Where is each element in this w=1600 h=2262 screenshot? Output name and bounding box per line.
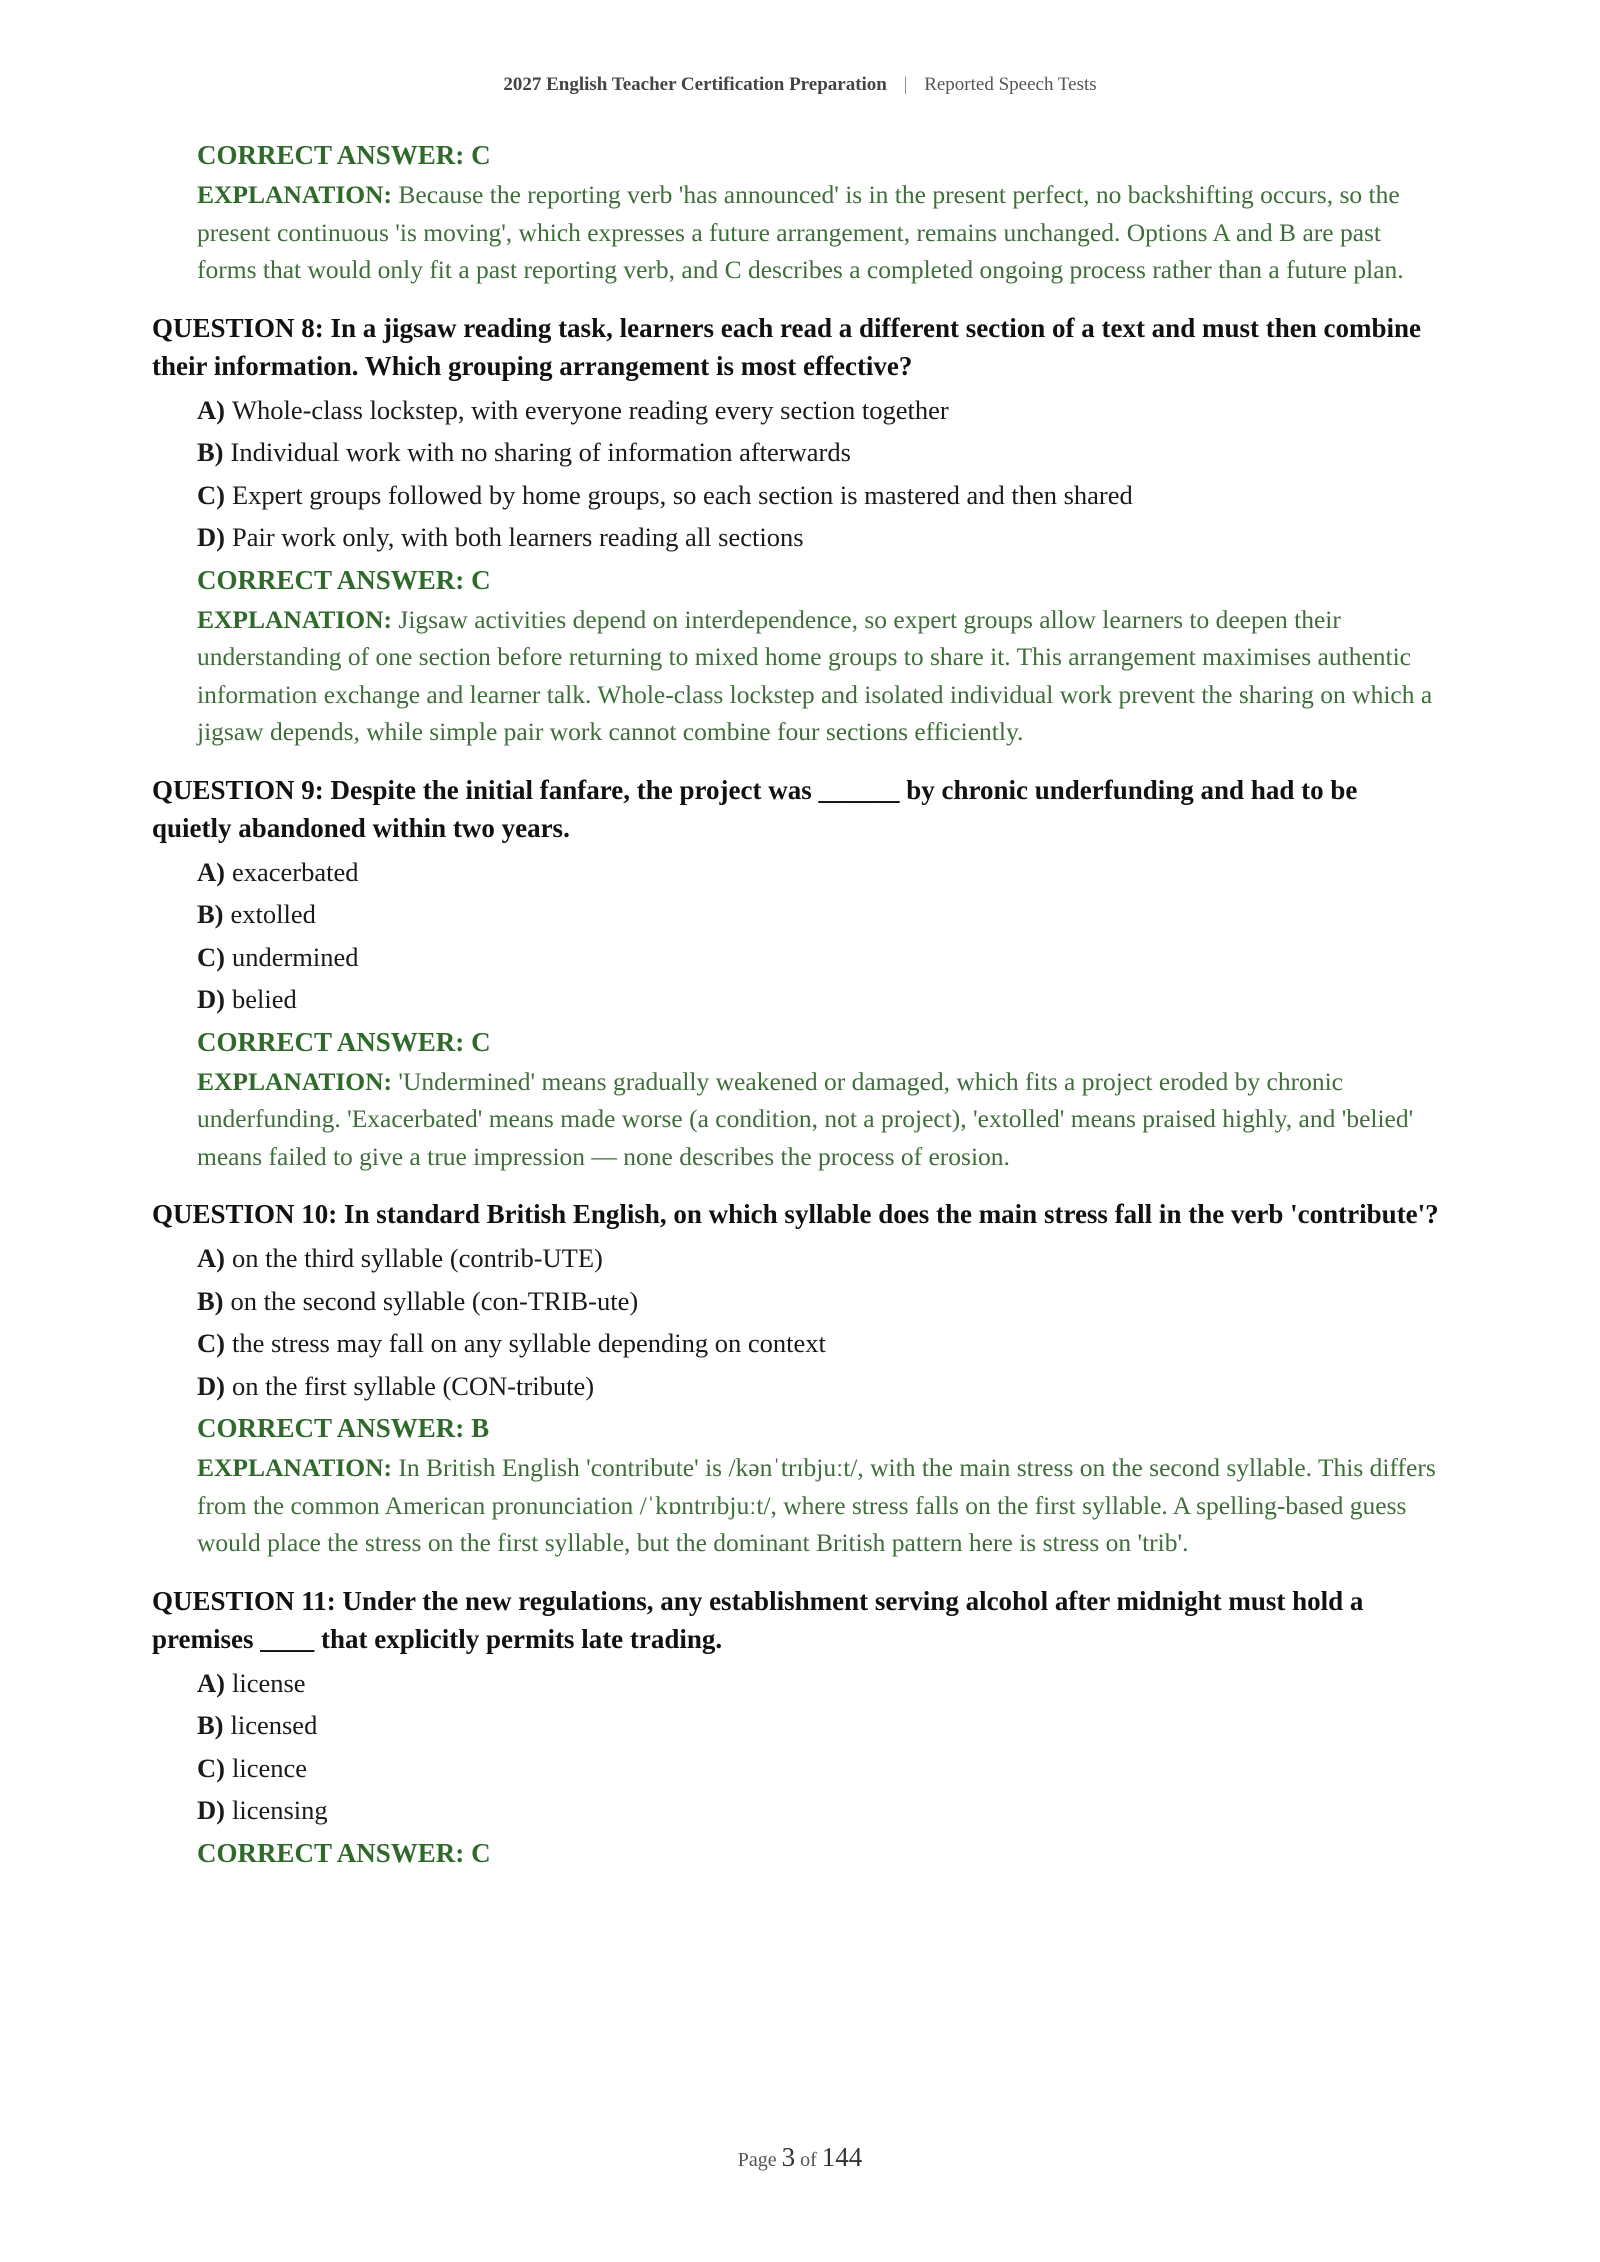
option-letter: D) (197, 1370, 225, 1401)
option-letter: A) (197, 1243, 225, 1273)
option-text: on the third syllable (contrib-UTE) (231, 1243, 603, 1273)
option-c[interactable] (197, 474, 1442, 517)
option-text: belied (231, 984, 297, 1014)
option-d[interactable] (197, 1365, 1442, 1408)
option-text: on the second syllable (con-TRIB-ute) (230, 1285, 639, 1316)
option-text: extolled (230, 899, 316, 929)
option-a[interactable] (197, 851, 1442, 894)
option-text: licence (231, 1752, 307, 1783)
option-d[interactable] (197, 516, 1442, 559)
option-text: Whole-class lockstep, with everyone reading every section together (231, 394, 949, 425)
page-number: 3 (781, 2142, 796, 2172)
option-b[interactable] (197, 893, 1442, 936)
section-title: Reported Speech Tests (924, 74, 1097, 95)
correct-answer-label: CORRECT ANSWER: (197, 1837, 465, 1868)
correct-answer-label: CORRECT ANSWER: (197, 140, 465, 170)
option-text: licensing (231, 1795, 328, 1825)
correct-answer-letter: C (471, 564, 491, 595)
option-d[interactable] (197, 1789, 1442, 1832)
question-10 (152, 1195, 1442, 1562)
explanation-label: EXPLANATION: (197, 604, 393, 634)
total-pages: 144 (821, 2142, 863, 2172)
correct-answer (197, 559, 1442, 601)
explanation (197, 1063, 1442, 1176)
question-heading: QUESTION 11: Under the new regulations, any establishment serving alcohol after midnight must hold a premises ____ that explicitly permits late trading. (152, 1585, 1364, 1654)
correct-answer-label: CORRECT ANSWER: (197, 564, 465, 595)
option-d[interactable] (197, 978, 1442, 1021)
correct-answer-letter: C (471, 1026, 491, 1057)
explanation-text: 'Undermined' means gradually weakened or damaged, which fits a project eroded by chronic underfunding. 'Exacerbated' means made worse (a condition, not a project), 'extolled' means praised highly, and 'belied' means failed to give a true impression — none describes the process of erosion. (197, 1066, 1414, 1171)
option-letter: B) (197, 899, 224, 929)
question-heading: QUESTION 8: In a jigsaw reading task, learners each read a different section of a text and must then combine their information. Which grouping arrangement is most effective? (152, 312, 1421, 381)
option-b[interactable] (197, 1704, 1442, 1747)
question-7-tail (152, 134, 1442, 289)
option-b[interactable] (197, 1280, 1442, 1323)
option-text: undermined (231, 941, 359, 972)
option-text: Individual work with no sharing of information afterwards (230, 437, 851, 467)
option-a[interactable] (197, 1237, 1442, 1280)
option-a[interactable] (197, 389, 1442, 432)
question-9 (152, 771, 1442, 1176)
explanation-text: Jigsaw activities depend on interdependence, so expert groups allow learners to deepen their understanding of one section before returning to mixed home groups to share it. This arrangement maximises authentic information exchange and learner talk. Whole-class lockstep and isolated individual work prevent the sharing on which a jigsaw depends, while simple pair work cannot combine four sections efficiently. (197, 604, 1433, 746)
option-letter: B) (197, 437, 224, 467)
explanation (197, 601, 1442, 751)
option-text: Pair work only, with both learners reading all sections (231, 522, 804, 552)
option-letter: B) (197, 1710, 224, 1740)
option-b[interactable] (197, 431, 1442, 474)
correct-answer-letter: C (471, 140, 491, 170)
option-letter: A) (197, 856, 225, 887)
explanation-label: EXPLANATION: (197, 1066, 393, 1096)
option-text: license (231, 1667, 306, 1698)
option-text: exacerbated (231, 856, 359, 887)
option-letter: C) (197, 941, 225, 972)
option-letter: D) (197, 522, 225, 552)
option-letter: A) (197, 394, 225, 425)
option-letter: C) (197, 1752, 225, 1783)
explanation-text: Because the reporting verb 'has announced' is in the present perfect, no backshifting occurs, so the present continuous 'is moving', which expresses a future arrangement, remains unchanged. Options A and B are past forms that would only fit a past reporting verb, and C describes a completed ongoing process rather than a future plan. (197, 180, 1404, 284)
correct-answer (197, 1407, 1442, 1449)
option-text: the stress may fall on any syllable depending on context (231, 1328, 826, 1358)
option-text: Expert groups followed by home groups, so each section is mastered and then shared (231, 479, 1133, 510)
of-word: of (800, 2149, 817, 2171)
question-heading: QUESTION 10: In standard British English, on which syllable does the main stress fall in the verb 'contribute'? (152, 1199, 1439, 1229)
option-c[interactable] (197, 1322, 1442, 1365)
option-c[interactable] (197, 1747, 1442, 1790)
option-letter: C) (197, 1328, 225, 1358)
option-letter: D) (197, 984, 225, 1014)
document-title: 2027 English Teacher Certification Preparation (503, 74, 887, 95)
question-8 (152, 309, 1442, 751)
question-11 (152, 1582, 1442, 1874)
header-separator: | (903, 74, 908, 95)
page-header (0, 74, 1600, 96)
explanation-label: EXPLANATION: (197, 180, 393, 209)
correct-answer (197, 134, 1442, 176)
option-text: on the first syllable (CON-tribute) (231, 1370, 595, 1401)
page-content (152, 134, 1442, 1874)
page-footer (0, 2142, 1600, 2173)
explanation (197, 176, 1442, 289)
correct-answer (197, 1832, 1442, 1874)
explanation-label: EXPLANATION: (197, 1453, 393, 1482)
correct-answer (197, 1021, 1442, 1063)
correct-answer-label: CORRECT ANSWER: (197, 1026, 465, 1057)
option-letter: A) (197, 1667, 225, 1698)
option-text: licensed (230, 1710, 318, 1740)
question-heading: QUESTION 9: Despite the initial fanfare, the project was ______ by chronic underfunding and had to be quietly abandoned within two years. (152, 774, 1358, 843)
option-letter: D) (197, 1795, 225, 1825)
option-c[interactable] (197, 936, 1442, 979)
option-a[interactable] (197, 1662, 1442, 1705)
explanation (197, 1449, 1442, 1562)
option-letter: B) (197, 1285, 224, 1316)
option-letter: C) (197, 479, 225, 510)
correct-answer-letter: C (471, 1837, 491, 1868)
correct-answer-label: CORRECT ANSWER: (197, 1413, 465, 1443)
explanation-text: In British English 'contribute' is /kənˈtrɪbjuːt/, with the main stress on the second syllable. This differs from the common American pronunciation /ˈkɒntrɪbjuːt/, where stress falls on the first syllable. A spelling-based guess would place the stress on the first syllable, but the dominant British pattern here is stress on 'trib'. (197, 1453, 1436, 1557)
correct-answer-letter: B (471, 1413, 490, 1443)
page-word: Page (737, 2149, 777, 2171)
